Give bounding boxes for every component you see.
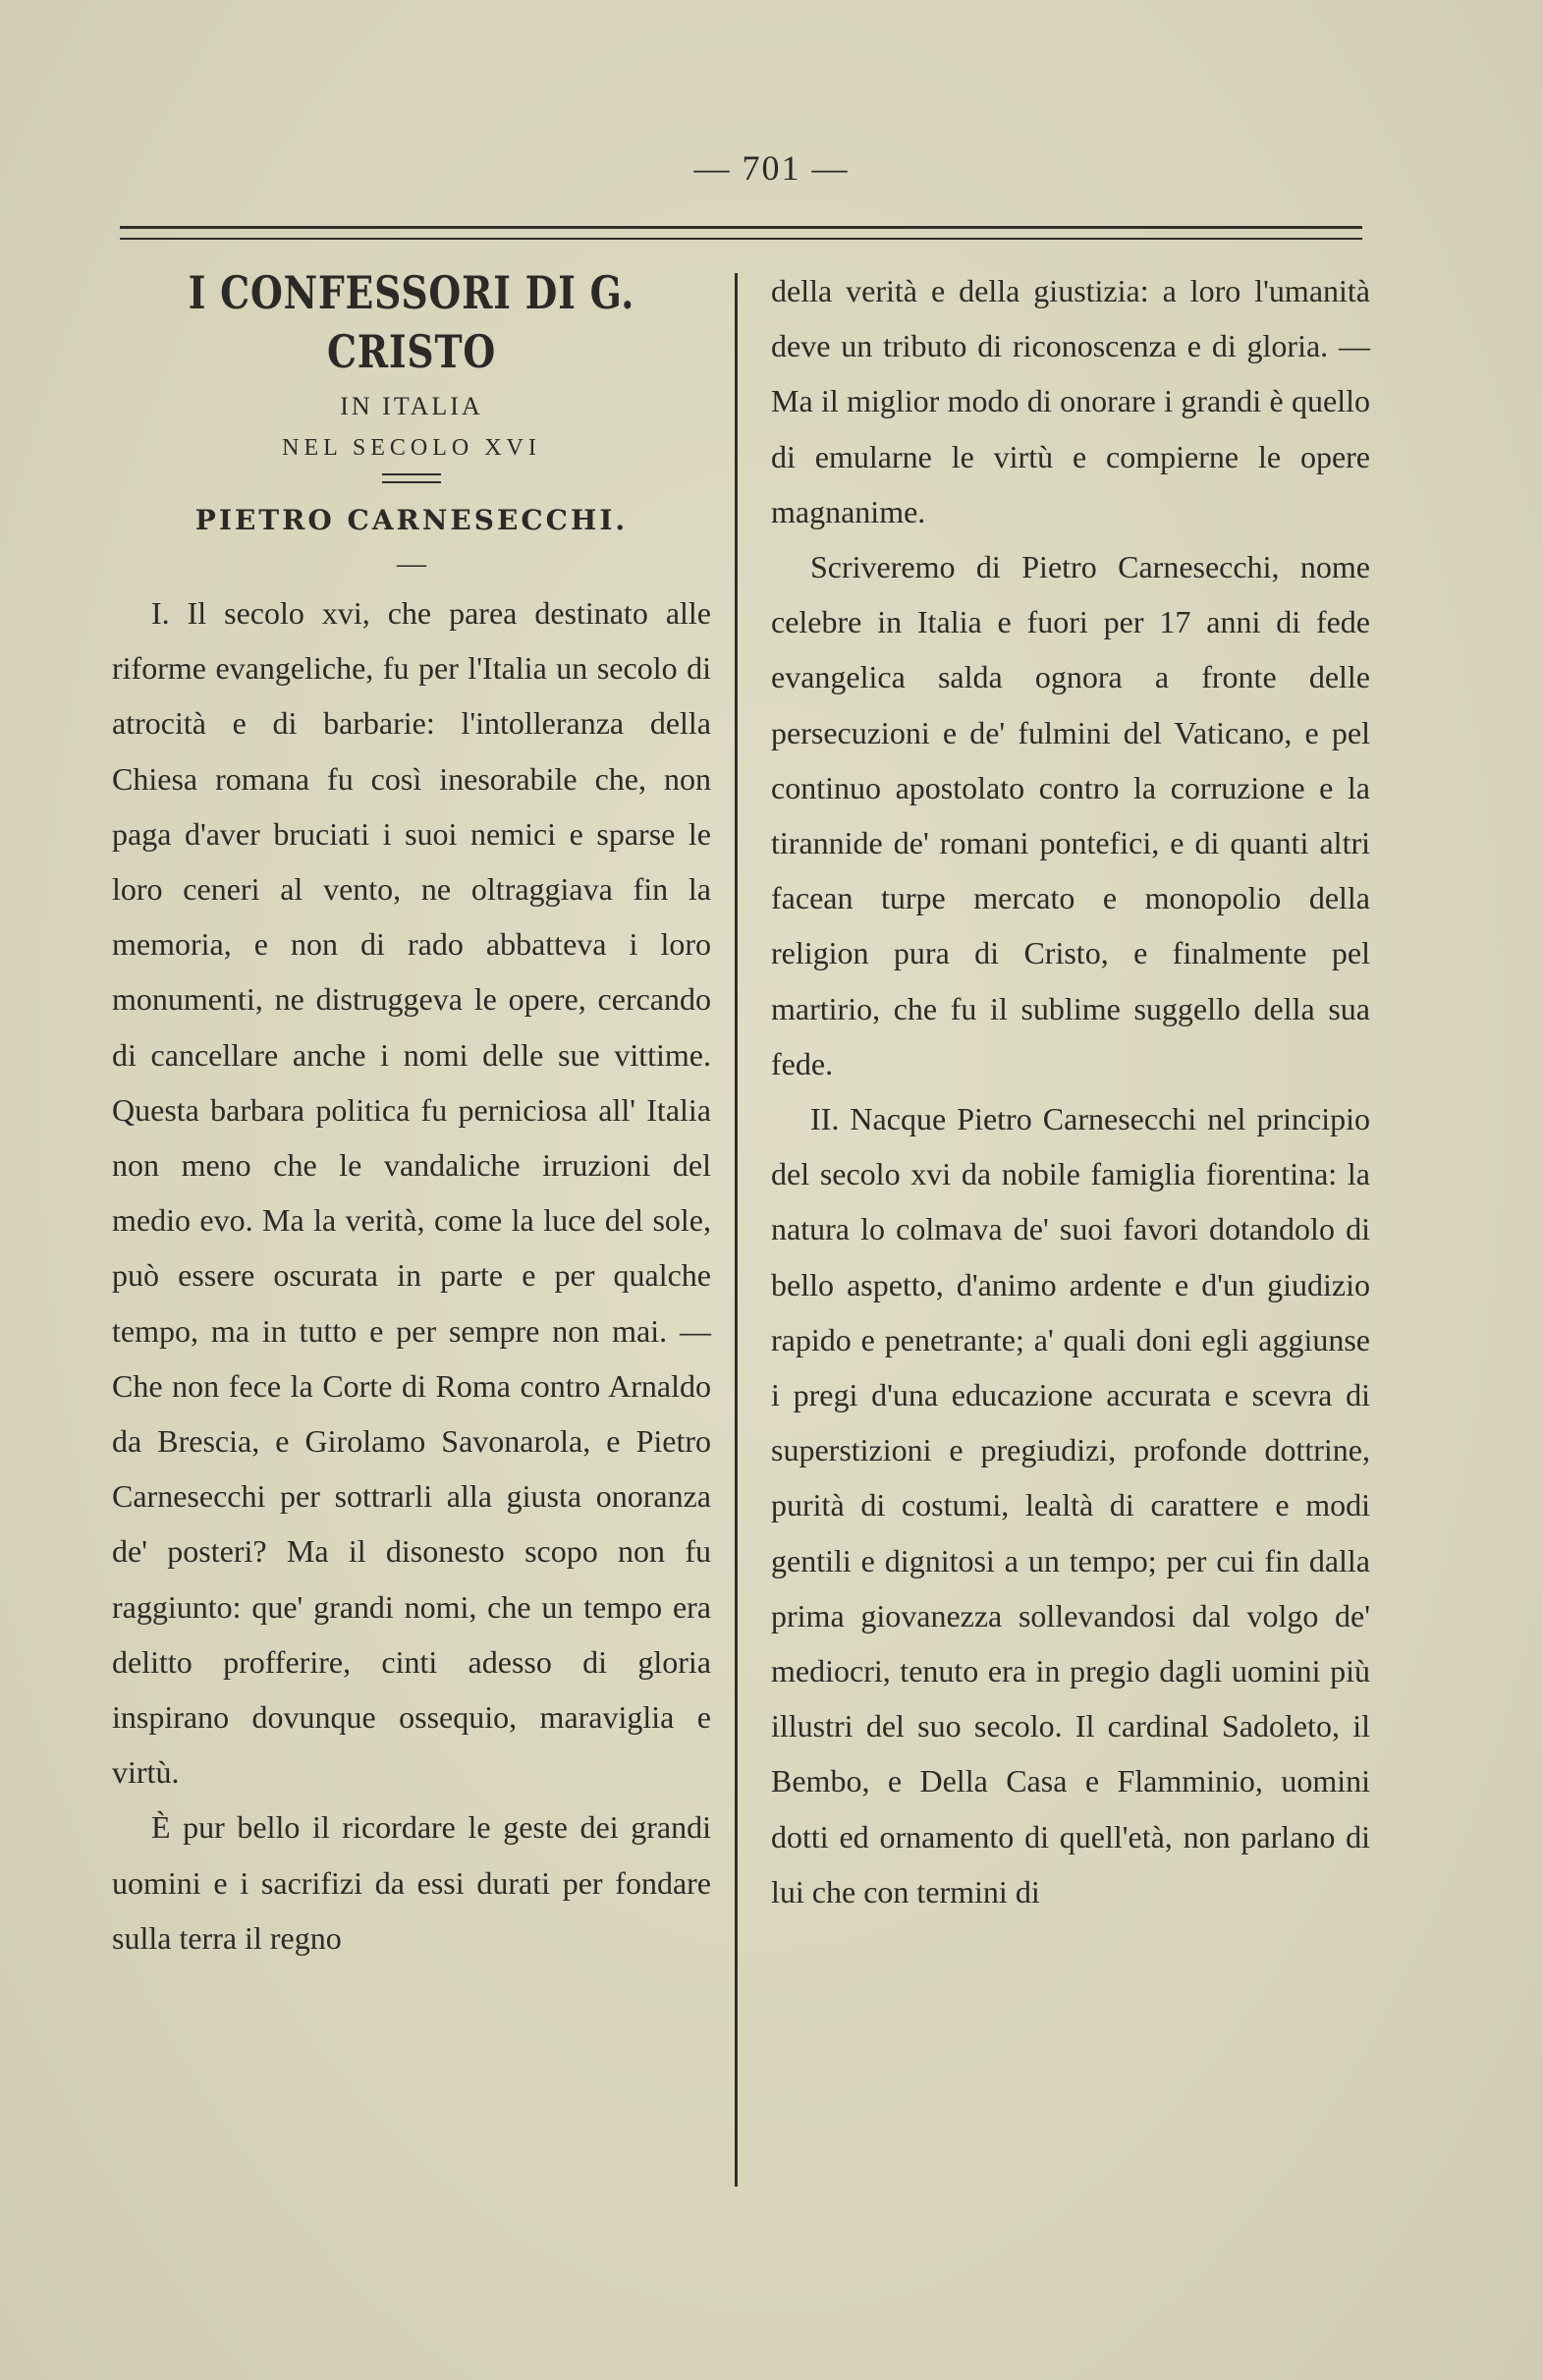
header-rule xyxy=(120,226,1362,240)
paragraph: della verità e della giustizia: a loro l'umanità deve un tributo di riconoscenza e di gloria. — Ma il miglior modo di onorare i grandi è quello di emularne le virtù e compierne le opere magnanime. xyxy=(771,273,1370,529)
page-number: — 701 — xyxy=(693,148,850,188)
column-divider xyxy=(735,273,738,2186)
paragraph: È pur bello il ricordare le geste dei grandi uomini e i sacrifizi da essi durati per fondare sulla terra il regno xyxy=(112,1809,711,1956)
paragraph: Scriveremo di Pietro Carnesecchi, nome celebre in Italia e fuori per 17 anni di fede evangelica salda ognora a fronte delle persecuzioni e de' fulmini del Vaticano, e pel continuo apostolato contro la corruzione e la tirannide de' romani pontefici, e di quanti altri facean turpe mercato e monopolio della religion pura di Cristo, e finalmente pel martirio, che fu il sublime suggello della sua fede. xyxy=(771,549,1370,1081)
article-subject-name: PIETRO CARNESECCHI. xyxy=(194,504,629,536)
paragraph: I. Il secolo xvi, che parea destinato alle riforme evangeliche, fu per l'Italia un secolo di atrocità e di barbarie: l'intolleranza della Chiesa romana fu così inesorabile che, non paga d'aver bruciati i suoi nemici e sparse le loro ceneri al vento, ne oltraggiava fin la memoria, e non di rado abbatteva i loro monumenti, ne distruggeva le opere, cercando di cancellare anche i nomi delle sue vittime. Questa barbara politica fu perniciosa all' Italia non meno che le vandaliche irruzioni del medio evo. Ma la verità, come la luce del sole, può essere oscurata in parte e per qualche tempo, ma in tutto e per sempre non mai. — Che non fece la Corte di Roma contro Arnaldo da Brescia, e Girolamo Savonarola, e Pietro Carnesecchi per sottrarli alla giusta onoranza de' posteri? Ma il disonesto scopo non fu raggiunto: que' grandi nomi, che un tempo era delitto profferire, cinti adesso di gloria inspirano dovunque ossequio, maraviglia e virtù. xyxy=(112,595,711,1791)
subject-dash: — xyxy=(397,547,426,580)
article-subtitle-place: IN ITALIA xyxy=(340,392,483,420)
section-rule xyxy=(382,473,441,483)
article-subtitle-century: NEL SECOLO XVI xyxy=(282,435,541,461)
right-column xyxy=(771,263,1370,1919)
left-column xyxy=(112,263,711,1965)
paragraph: II. Nacque Pietro Carnesecchi nel principio del secolo xvi da nobile famiglia fiorentina: la natura lo colmava de' suoi favori dotandolo di bello aspetto, d'animo ardente e d'un giudizio rapido e penetrante; a' quali doni egli aggiunse i pregi d'una educazione accurata e scevra di superstizioni e pregiudizi, profonde dottrine, purità di costumi, lealtà di carattere e modi gentili e dignitosi a un tempo; per cui fin dalla prima giovanezza sollevandosi dal volgo de' mediocri, tenuto era in pregio dagli uomini più illustri del suo secolo. Il cardinal Sadoleto, il Bembo, e Della Casa e Flamminio, uomini dotti ed ornamento di quell'età, non parlano di lui che con termini di xyxy=(771,1101,1370,1910)
article-title: I CONFESSORI DI G. CRISTO xyxy=(188,266,635,378)
